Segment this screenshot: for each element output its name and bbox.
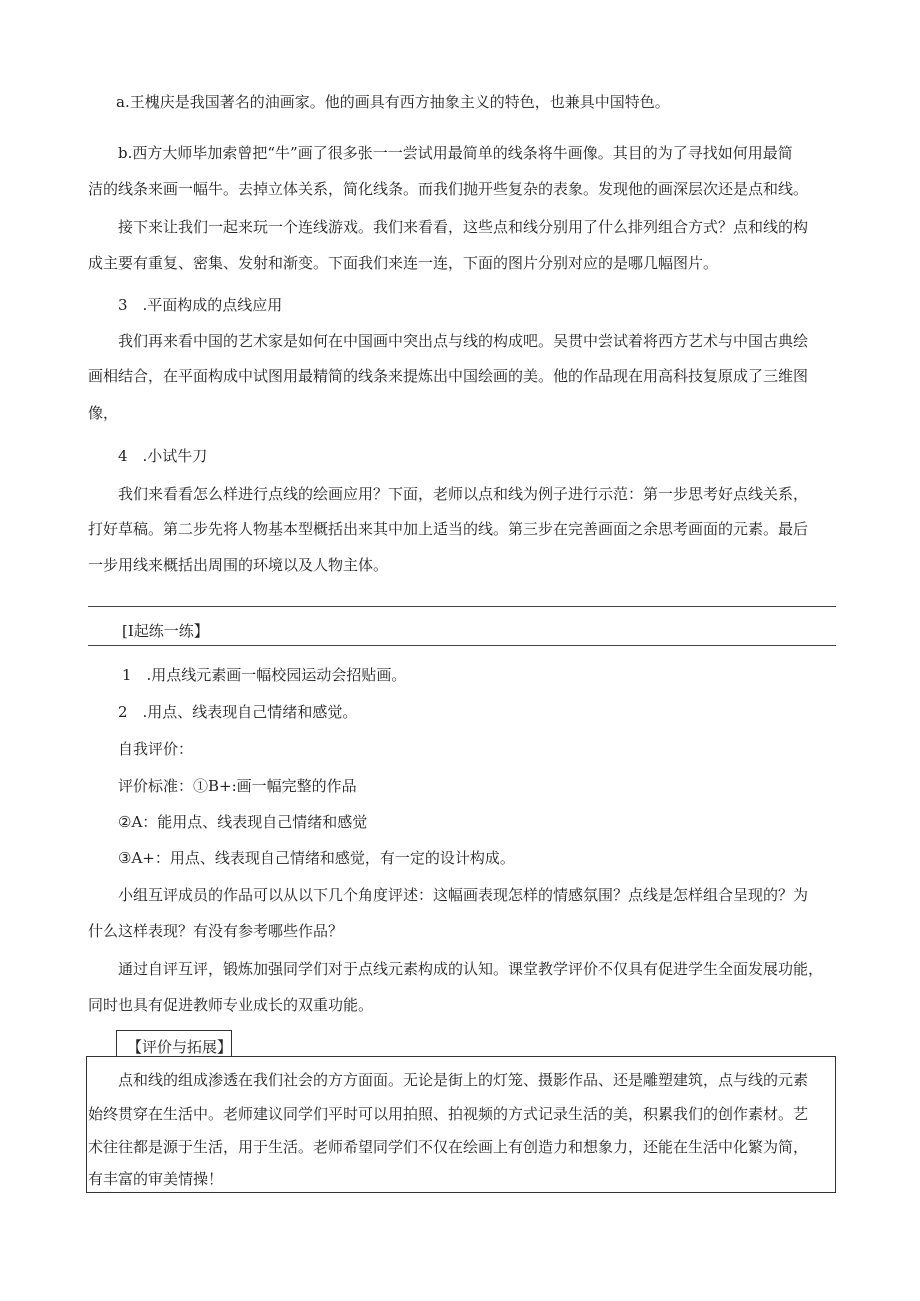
section4-line2: 打好草稿。第二步先将人物基本型概括出来其中加上适当的线。第三步在完善画面之余思考画面的元素。最后: [88, 520, 809, 538]
practice-bottom-rule: [88, 645, 836, 646]
criteria-a: ②A：能用点、线表现自己情绪和感觉: [118, 813, 368, 831]
section3-line1: 我们再来看中国的艺术家是如何在中国画中突出点与线的构成吧。吴贯中尝试着将西方艺术与中国古典绘: [118, 332, 809, 350]
section3-line3: 像，: [88, 404, 119, 422]
paragraph-a: a.王槐庆是我国著名的油画家。他的画具有西方抽象主义的特色，也兼具中国特色。: [116, 93, 670, 111]
evaluation-heading-tab: [116, 1030, 232, 1057]
criteria-b-plus: 评价标准：①B+:画一幅完整的作品: [118, 777, 357, 795]
practice-heading: [I起练一练】: [122, 622, 209, 640]
evaluation-line3: 术往往都是源于生活，用于生活。老师希望同学们不仅在绘画上有创造力和想象力，还能在生活中化繁为简，: [88, 1138, 809, 1156]
practice-item-1: 1 .用点线元素画一幅校园运动会招贴画。: [122, 666, 407, 684]
paragraph-b-line2: 洁的线条来画一幅牛。去掉立体关系，简化线条。而我们抛开些复杂的表象。发现他的画深层次还是点和线。: [88, 180, 809, 198]
peer-review-line1: 小组互评成员的作品可以从以下几个角度评述：这幅画表现怎样的情感氛围？点线是怎样组合呈现的？为: [118, 886, 809, 904]
section4-heading: 4 .小试牛刀: [118, 447, 208, 465]
game-paragraph-line1: 接下来让我们一起来玩一个连线游戏。我们来看看，这些点和线分别用了什么排列组合方式？点和线的构: [118, 218, 809, 236]
game-paragraph-line2: 成主要有重复、密集、发射和渐变。下面我们来连一连，下面的图片分别对应的是哪几幅图片。: [88, 254, 719, 272]
practice-item-2: 2 .用点、线表现自己情绪和感觉。: [118, 703, 358, 721]
practice-top-rule: [88, 606, 836, 607]
evaluation-line2: 始终贯穿在生活中。老师建议同学们平时可以用拍照、拍视频的方式记录生活的美，积累我们的创作素材。艺: [88, 1105, 809, 1123]
self-evaluation-label: 自我评价：: [118, 740, 194, 758]
paragraph-b-line1: b.西方大师毕加索曾把“牛”画了很多张一一尝试用最简单的线条将牛画像。其目的为了寻找如何用最简: [118, 144, 793, 162]
summary-line2: 同时也具有促进教师专业成长的双重功能。: [88, 996, 374, 1014]
criteria-a-plus: ③A+：用点、线表现自己情绪和感觉，有一定的设计构成。: [118, 849, 515, 867]
evaluation-line4: 有丰富的审美情操！: [88, 1170, 224, 1188]
peer-review-line2: 什么这样表现？有没有参考哪些作品？: [88, 922, 344, 940]
summary-line1: 通过自评互评，锻炼加强同学们对于点线元素构成的认知。课堂教学评价不仅具有促进学生全面发展功能，: [118, 960, 824, 978]
section3-line2: 画相结合，在平面构成中试图用最精简的线条来提炼出中国绘画的美。他的作品现在用高科技复原成了三维图: [88, 367, 809, 385]
section4-line3: 一步用线来概括出周围的环境以及人物主体。: [88, 556, 389, 574]
evaluation-line1: 点和线的组成渗透在我们社会的方方面面。无论是街上的灯笼、摄影作品、还是雕塑建筑，点与线的元素: [118, 1071, 809, 1089]
evaluation-heading: 【评价与拓展】: [127, 1038, 233, 1056]
section4-line1: 我们来看看怎么样进行点线的绘画应用？下面，老师以点和线为例子进行示范：第一步思考好点线关系，: [118, 485, 809, 503]
section3-heading: 3 .平面构成的点线应用: [118, 296, 283, 314]
